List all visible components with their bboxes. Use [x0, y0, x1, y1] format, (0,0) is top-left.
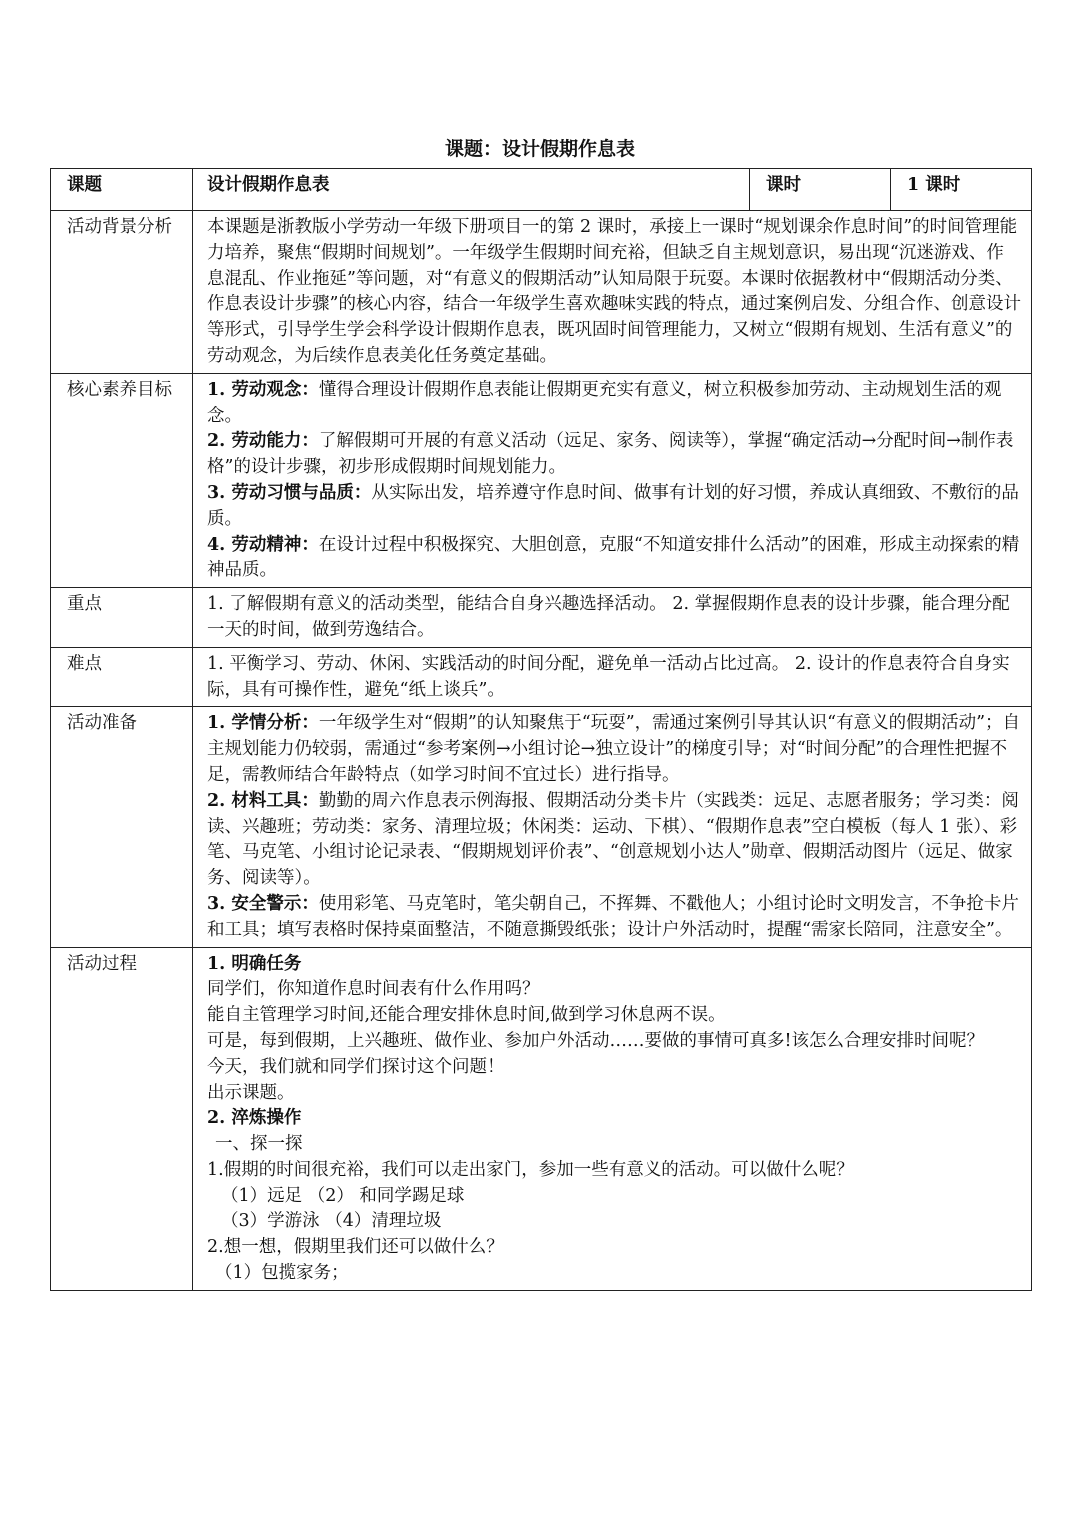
process-section-heading: 2. 淬炼操作 [207, 1108, 302, 1129]
process-paragraph: 能自主管理学习时间,还能合理安排休息时间,做到学习休息两不误。 [207, 1005, 726, 1026]
difficulties-row [51, 647, 1032, 707]
preparation-content [193, 707, 1032, 947]
process-answer: （1）包揽家务； [215, 1263, 349, 1284]
key-points-row [51, 588, 1032, 648]
goal-title: 3. 劳动习惯与品质： [207, 482, 372, 503]
preparation-item [207, 711, 1021, 788]
preparation-item [207, 892, 1021, 944]
process-section-heading: 1. 明确任务 [207, 953, 302, 974]
header-row [51, 169, 1032, 211]
hours-value: 1 课时 [891, 169, 1032, 211]
goal-text: 从实际出发，培养遵守作息时间、做事有计划的好习惯，养成认真细致、不敷衍的品质。 [207, 482, 1019, 529]
process-paragraph: 出示课题。 [207, 1082, 295, 1103]
goal-title: 1. 劳动观念： [207, 379, 319, 400]
process-paragraph: 今天，我们就和同学们探讨这个问题！ [207, 1056, 505, 1077]
goal-text: 了解假期可开展的有意义活动（远足、家务、阅读等），掌握“确定活动→分配时间→制作表格”的设计步骤，初步形成假期时间规划能力。 [207, 431, 1014, 478]
label-hours: 课时 [750, 169, 891, 211]
label-goals: 核心素养目标 [51, 373, 193, 587]
label-preparation: 活动准备 [51, 707, 193, 947]
preparation-text: 勤勤的周六作息表示例海报、假期活动分类卡片（实践类：远足、志愿者服务；学习类：阅读、兴趣班；劳动类：家务、清理垃圾；休闲类：运动、下棋）、“假期作息表”空白模板（每人 1 张）、彩笔、马克笔、小组讨论记录表、“假期规划评价表”、“创意规划小达人”勋章、假期活动图片（远足、做家务、阅读等）。 [207, 790, 1019, 889]
goal-item [207, 429, 1021, 481]
goal-item [207, 533, 1021, 585]
preparation-text: 一年级学生对“假期”的认知聚焦于“玩耍”，需通过案例引导其认识“有意义的假期活动”；自主规划能力仍较弱，需通过“参考案例→小组讨论→独立设计”的梯度引导；对“时间分配”的合理性把握不足，需教师结合年龄特点（如学习时间不宜过长）进行指导。 [207, 713, 1021, 785]
difficulties-text: 1. 平衡学习、劳动、休闲、实践活动的时间分配，避免单一活动占比过高。 2. 设计的作息表符合自身实际，具有可操作性，避免“纸上谈兵”。 [193, 647, 1032, 707]
label-background: 活动背景分析 [51, 211, 193, 374]
process-paragraph: 同学们，你知道作息时间表有什么作用吗？ [207, 979, 540, 1000]
goal-item [207, 481, 1021, 533]
goal-text: 在设计过程中积极探究、大胆创意，克服“不知道安排什么活动”的困难，形成主动探索的精神品质。 [207, 534, 1020, 581]
page-title: 课题：设计假期作息表 [444, 138, 635, 160]
preparation-text: 使用彩笔、马克笔时，笔尖朝自己，不挥舞、不戳他人；小组讨论时文明发言，不争抢卡片和工具；填写表格时保持桌面整洁，不随意撕毁纸张；设计户外活动时，提醒“需家长陪同，注意安全”。 [207, 893, 1019, 940]
background-text: 本课题是浙教版小学劳动一年级下册项目一的第 2 课时，承接上一课时“规划课余作息时间”的时间管理能力培养，聚焦“假期时间规划”。一年级学生假期时间充裕，但缺乏自主规划意识，易出现“沉迷游戏、作息混乱、作业拖延”等问题，对“有意义的假期活动”认知局限于玩耍。本课时依据教材中“假期活动分类、作息表设计步骤”的核心内容，结合一年级学生喜欢趣味实践的特点，通过案例启发、分组合作、创意设计等形式，引导学生学会科学设计假期作息表，既巩固时间管理能力，又树立“假期有规划、生活有意义”的劳动观念，为后续作息表美化任务奠定基础。 [193, 211, 1032, 374]
preparation-title: 3. 安全警示： [207, 893, 319, 914]
process-answer: （3）学游泳 （4）清理垃圾 [221, 1211, 442, 1232]
process-paragraph: 可是，每到假期，上兴趣班、做作业、参加户外活动……要做的事情可真多!该怎么合理安排时间呢？ [207, 1030, 985, 1051]
label-topic: 课题 [51, 169, 193, 211]
lesson-plan-table [50, 168, 1032, 1291]
goal-title: 4. 劳动精神： [207, 534, 319, 555]
preparation-item [207, 789, 1021, 892]
process-question: 1.假期的时间很充裕，我们可以走出家门，参加一些有意义的活动。可以做什么呢？ [207, 1159, 854, 1180]
key-points-text: 1. 了解假期有意义的活动类型，能结合自身兴趣选择活动。 2. 掌握假期作息表的设计步骤，能合理分配一天的时间，做到劳逸结合。 [193, 588, 1032, 648]
goal-title: 2. 劳动能力： [207, 431, 319, 452]
goal-text: 懂得合理设计假期作息表能让假期更充实有意义，树立积极参加劳动、主动规划生活的观念。 [207, 379, 1002, 426]
preparation-title: 2. 材料工具： [207, 790, 319, 811]
process-answer: （1）远足 （2） 和同学踢足球 [221, 1185, 465, 1206]
background-row [51, 211, 1032, 374]
label-difficulties: 难点 [51, 647, 193, 707]
goals-row [51, 373, 1032, 587]
process-question: 2.想一想，假期里我们还可以做什么？ [207, 1237, 504, 1258]
process-content [193, 947, 1032, 1290]
topic-value: 设计假期作息表 [193, 169, 750, 211]
goals-content [193, 373, 1032, 587]
process-row [51, 947, 1032, 1290]
goal-item [207, 378, 1021, 430]
preparation-row [51, 707, 1032, 947]
label-process: 活动过程 [51, 947, 193, 1290]
preparation-title: 1. 学情分析： [207, 713, 319, 734]
process-subheading: 一、探一探 [215, 1134, 303, 1155]
label-key-points: 重点 [51, 588, 193, 648]
